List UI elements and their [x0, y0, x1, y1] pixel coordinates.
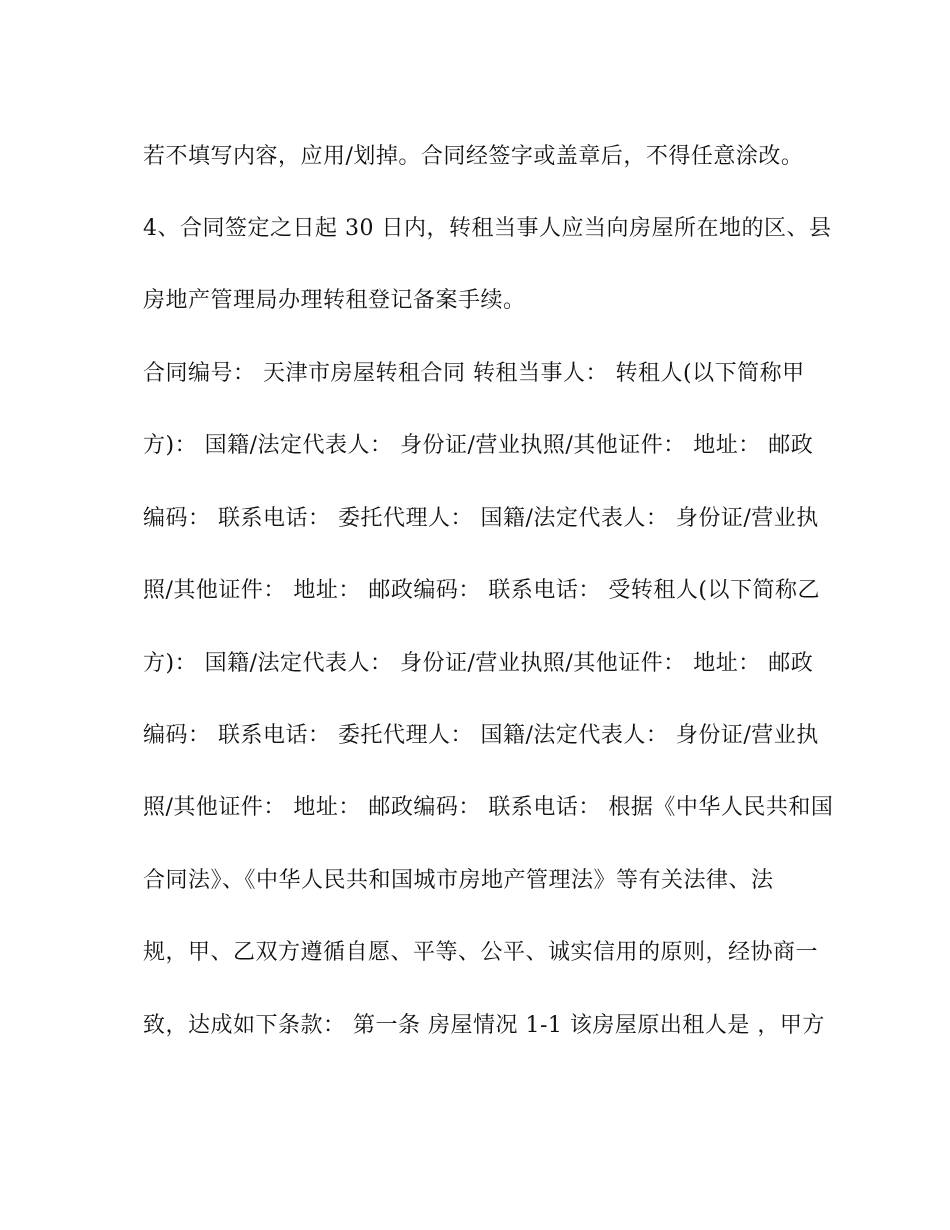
text-line: 房地产管理局办理转租登记备案手续。 [143, 288, 526, 313]
text-line: 若不填写内容，应用/划掉。合同经签字或盖章后，不得任意涂改。 [143, 144, 804, 169]
text-line: 合同编号： 天津市房屋转租合同 转租当事人： 转租人(以下简称甲 [143, 361, 805, 386]
text-line: 规，甲、乙双方遵循自愿、平等、公平、诚实信用的原则，经协商一 [143, 940, 819, 965]
text-line: 照/其他证件： 地址： 邮政编码： 联系电话： 受转租人(以下简称乙 [143, 578, 820, 603]
text-line: 致，达成如下条款： 第一条 房屋情况 1-1 该房屋原出租人是 ，甲方 [143, 1013, 825, 1038]
text-line: 方)： 国籍/法定代表人： 身份证/营业执照/其他证件： 地址： 邮政 [143, 651, 814, 676]
text-line: 编码： 联系电话： 委托代理人： 国籍/法定代表人： 身份证/营业执 [143, 723, 819, 748]
text-line: 照/其他证件： 地址： 邮政编码： 联系电话： 根据《中华人民共和国 [143, 795, 834, 820]
text-line: 编码： 联系电话： 委托代理人： 国籍/法定代表人： 身份证/营业执 [143, 506, 819, 531]
text-line: 4、合同签定之日起 30 日内，转租当事人应当向房屋所在地的区、县 [143, 216, 832, 241]
text-line: 方)： 国籍/法定代表人： 身份证/营业执照/其他证件： 地址： 邮政 [143, 433, 814, 458]
text-line: 合同法》、《中华人民共和国城市房地产管理法》等有关法律、法 [143, 868, 774, 893]
